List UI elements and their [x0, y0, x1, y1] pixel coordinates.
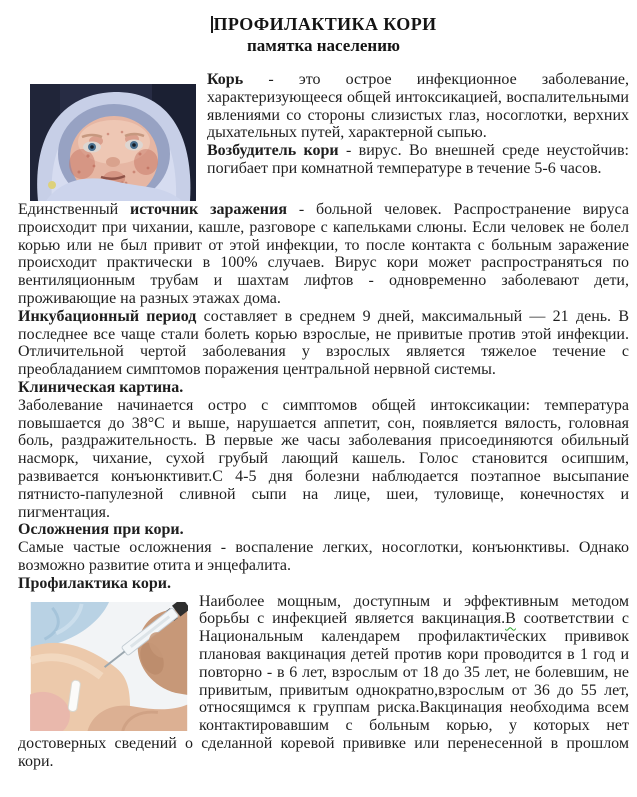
paragraph-vaccination: Наиболее мощным, доступным и эффективным методом борьбы с инфекцией является вакцинация.В соответствии с Национальным календарем профилактических прививок плановая вакцинация детей против кори проводится в 1 год и повторно - в 6 лет, взрослым от 18 до 35 лет, не болевшим, не привитым, привитым однократно,взрослым от 36 до 55 лет, относящимся к группам риска.Вакцинация необходима всем контактировавшим с больным корью, у которых нет достоверных сведений о сделанной коревой прививке или перенесенной в прошлом кори.: [18, 592, 629, 770]
grammar-check-squiggle: В: [505, 610, 516, 628]
paragraph-incubation: Инкубационный период составляет в среднем 9 дней, максимальный — 21 день. В последнее все чаще стали болеть корью взрослые, не привитые против этой инфекции. Отличительной чертой заболевания у взрослых является тяжелое течение с преобладанием симптомов поражения центральной нервной системы.: [18, 307, 630, 379]
title-block: [18, 13, 629, 56]
heading-clinical-picture: Клиническая картина.: [18, 378, 184, 396]
heading-prevention: Профилактика кори.: [18, 574, 172, 592]
heading-complications: Осложнения при кори.: [18, 521, 184, 539]
paragraph-infection-source: Единственный источник заражения - больной человек. Распространение вируса происходит при чихании, кашле, разговоре с капельками слюны. Если человек не болел корью или не был привит от этой инфекции, то после контакта с больным заражение происходит практически в 100% случаев. Вирус кори может распространяться по вентиляционным трубам и шахтам лифтов - одновременно заболевают дети, проживающие на разных этажах дома.: [18, 201, 629, 307]
intro-section: [18, 71, 629, 201]
paragraph-pathogen: Возбудитель кори - вирус. Во внешней среде неустойчив: погибает при комнатной температуре в течение 5-6 часов.: [207, 142, 629, 177]
prevention-section: [18, 593, 629, 771]
term-measles: Корь: [207, 71, 244, 88]
term-infection-source: источник заражения: [129, 201, 287, 218]
text-cursor: [211, 16, 213, 33]
measles-baby-photo: [30, 84, 196, 201]
term-pathogen: Возбудитель кори: [207, 142, 339, 160]
paragraph-measles-definition: Корь - это острое инфекционное заболевание, характеризующееся общей интоксикацией, воспалительными явлениями со стороны слизистых глаз, носоглотки, верхних дыхательных путей, характерной сыпью.: [207, 71, 629, 142]
vaccination-photo: [30, 602, 188, 731]
paragraph-clinical-picture: Заболевание начинается остро с симптомов общей интоксикации: температура повышается до 38°С и выше, нарушается аппетит, сон, появляется вялость, головная боль, раздражительность. В первые же часы заболевания присоединяются обильный насморк, чихание, сухой грубый лающий кашель. Голос становится осипшим, развивается конъюнктивит.С 4-5 дня болезни наблюдается поэтапное высыпание пятнисто-папулезной сливной сыпи на лице, шеи, туловище, конечностях и пигментация.: [18, 396, 629, 521]
page-subtitle: памятка населению: [247, 36, 400, 55]
page-title: ПРОФИЛАКТИКА КОРИ: [213, 14, 437, 34]
term-incubation-period: Инкубационный период: [18, 307, 197, 325]
paragraph-complications: Самые частые осложнения - воспаление легких, носоглотки, конъюнктивы. Однако возможно развитие отита и энцефалита.: [18, 539, 629, 574]
